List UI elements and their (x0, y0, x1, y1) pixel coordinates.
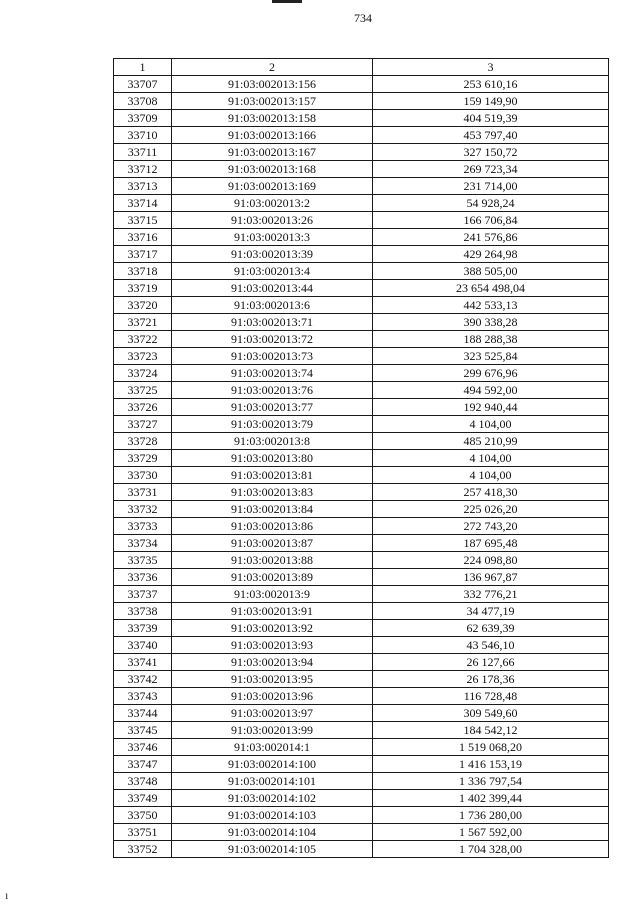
table-row (114, 127, 609, 144)
value-cell: 253 610,16 (373, 76, 609, 93)
table-header-row (114, 59, 609, 76)
table-row (114, 76, 609, 93)
value-cell: 404 519,39 (373, 110, 609, 127)
value-cell: 4 104,00 (373, 450, 609, 467)
table-row (114, 620, 609, 637)
table-row (114, 382, 609, 399)
cadastral-number-cell: 91:03:002014:104 (172, 824, 373, 841)
table-row (114, 501, 609, 518)
value-cell: 62 639,39 (373, 620, 609, 637)
cadastral-number-cell: 91:03:002014:103 (172, 807, 373, 824)
row-number-cell: 33724 (114, 365, 172, 382)
cadastral-number-cell: 91:03:002014:102 (172, 790, 373, 807)
table-row (114, 722, 609, 739)
cadastral-number-cell: 91:03:002013:87 (172, 535, 373, 552)
table-body (114, 59, 609, 858)
cadastral-number-cell: 91:03:002013:89 (172, 569, 373, 586)
value-cell: 494 592,00 (373, 382, 609, 399)
column-header-2: 2 (172, 59, 373, 76)
row-number-cell: 33737 (114, 586, 172, 603)
value-cell: 4 104,00 (373, 467, 609, 484)
cadastral-number-cell: 91:03:002013:96 (172, 688, 373, 705)
table-row (114, 807, 609, 824)
value-cell: 269 723,34 (373, 161, 609, 178)
value-cell: 390 338,28 (373, 314, 609, 331)
table-row (114, 297, 609, 314)
row-number-cell: 33708 (114, 93, 172, 110)
row-number-cell: 33747 (114, 756, 172, 773)
row-number-cell: 33722 (114, 331, 172, 348)
table-row (114, 450, 609, 467)
column-header-3: 3 (373, 59, 609, 76)
value-cell: 299 676,96 (373, 365, 609, 382)
table-row (114, 93, 609, 110)
table-row (114, 229, 609, 246)
row-number-cell: 33742 (114, 671, 172, 688)
row-number-cell: 33731 (114, 484, 172, 501)
row-number-cell: 33733 (114, 518, 172, 535)
row-number-cell: 33743 (114, 688, 172, 705)
table-row (114, 569, 609, 586)
row-number-cell: 33740 (114, 637, 172, 654)
value-cell: 23 654 498,04 (373, 280, 609, 297)
value-cell: 4 104,00 (373, 416, 609, 433)
value-cell: 224 098,80 (373, 552, 609, 569)
value-cell: 1 336 797,54 (373, 773, 609, 790)
value-cell: 34 477,19 (373, 603, 609, 620)
cadastral-number-cell: 91:03:002013:73 (172, 348, 373, 365)
row-number-cell: 33707 (114, 76, 172, 93)
table-row (114, 484, 609, 501)
cadastral-number-cell: 91:03:002013:74 (172, 365, 373, 382)
table-row (114, 263, 609, 280)
row-number-cell: 33723 (114, 348, 172, 365)
cadastral-number-cell: 91:03:002013:156 (172, 76, 373, 93)
cadastral-number-cell: 91:03:002013:76 (172, 382, 373, 399)
table-row (114, 280, 609, 297)
value-cell: 1 402 399,44 (373, 790, 609, 807)
row-number-cell: 33741 (114, 654, 172, 671)
table-row (114, 739, 609, 756)
table-row (114, 161, 609, 178)
value-cell: 1 736 280,00 (373, 807, 609, 824)
row-number-cell: 33719 (114, 280, 172, 297)
cadastral-number-cell: 91:03:002013:8 (172, 433, 373, 450)
cadastral-number-cell: 91:03:002014:1 (172, 739, 373, 756)
cadastral-number-cell: 91:03:002013:6 (172, 297, 373, 314)
row-number-cell: 33738 (114, 603, 172, 620)
cadastral-number-cell: 91:03:002013:3 (172, 229, 373, 246)
value-cell: 1 567 592,00 (373, 824, 609, 841)
value-cell: 1 416 153,19 (373, 756, 609, 773)
row-number-cell: 33751 (114, 824, 172, 841)
table-row (114, 654, 609, 671)
cadastral-number-cell: 91:03:002013:84 (172, 501, 373, 518)
cadastral-number-cell: 91:03:002013:44 (172, 280, 373, 297)
cadastral-number-cell: 91:03:002013:39 (172, 246, 373, 263)
row-number-cell: 33735 (114, 552, 172, 569)
table-row (114, 212, 609, 229)
table-row (114, 586, 609, 603)
row-number-cell: 33732 (114, 501, 172, 518)
cadastral-number-cell: 91:03:002013:86 (172, 518, 373, 535)
cadastral-number-cell: 91:03:002013:77 (172, 399, 373, 416)
row-number-cell: 33714 (114, 195, 172, 212)
column-header-1: 1 (114, 59, 172, 76)
value-cell: 116 728,48 (373, 688, 609, 705)
table-row (114, 433, 609, 450)
table-row (114, 399, 609, 416)
cadastral-number-cell: 91:03:002013:95 (172, 671, 373, 688)
row-number-cell: 33713 (114, 178, 172, 195)
row-number-cell: 33721 (114, 314, 172, 331)
value-cell: 43 546,10 (373, 637, 609, 654)
cadastral-number-cell: 91:03:002013:72 (172, 331, 373, 348)
table-row (114, 637, 609, 654)
cadastral-number-cell: 91:03:002013:168 (172, 161, 373, 178)
table-row (114, 314, 609, 331)
table-row (114, 195, 609, 212)
row-number-cell: 33730 (114, 467, 172, 484)
row-number-cell: 33734 (114, 535, 172, 552)
cadastral-number-cell: 91:03:002013:157 (172, 93, 373, 110)
table-row (114, 518, 609, 535)
row-number-cell: 33748 (114, 773, 172, 790)
value-cell: 166 706,84 (373, 212, 609, 229)
table-row (114, 246, 609, 263)
table-row (114, 688, 609, 705)
table-row (114, 467, 609, 484)
value-cell: 225 026,20 (373, 501, 609, 518)
top-edge-mark (272, 0, 302, 3)
value-cell: 332 776,21 (373, 586, 609, 603)
row-number-cell: 33709 (114, 110, 172, 127)
row-number-cell: 33710 (114, 127, 172, 144)
value-cell: 136 967,87 (373, 569, 609, 586)
cadastral-number-cell: 91:03:002013:167 (172, 144, 373, 161)
row-number-cell: 33739 (114, 620, 172, 637)
cadastral-number-cell: 91:03:002013:169 (172, 178, 373, 195)
cadastral-number-cell: 91:03:002013:71 (172, 314, 373, 331)
row-number-cell: 33720 (114, 297, 172, 314)
row-number-cell: 33715 (114, 212, 172, 229)
row-number-cell: 33725 (114, 382, 172, 399)
corner-mark: ı (5, 888, 9, 902)
value-cell: 184 542,12 (373, 722, 609, 739)
row-number-cell: 33717 (114, 246, 172, 263)
table-row (114, 790, 609, 807)
table-row (114, 331, 609, 348)
value-cell: 192 940,44 (373, 399, 609, 416)
row-number-cell: 33746 (114, 739, 172, 756)
table-row (114, 552, 609, 569)
table-row (114, 416, 609, 433)
value-cell: 257 418,30 (373, 484, 609, 501)
value-cell: 327 150,72 (373, 144, 609, 161)
value-cell: 159 149,90 (373, 93, 609, 110)
value-cell: 388 505,00 (373, 263, 609, 280)
row-number-cell: 33745 (114, 722, 172, 739)
value-cell: 26 127,66 (373, 654, 609, 671)
value-cell: 54 928,24 (373, 195, 609, 212)
table-row (114, 110, 609, 127)
value-cell: 241 576,86 (373, 229, 609, 246)
row-number-cell: 33744 (114, 705, 172, 722)
value-cell: 26 178,36 (373, 671, 609, 688)
table-row (114, 841, 609, 858)
cadastral-number-cell: 91:03:002013:92 (172, 620, 373, 637)
table-row (114, 773, 609, 790)
data-table (113, 58, 609, 858)
value-cell: 1 704 328,00 (373, 841, 609, 858)
value-cell: 323 525,84 (373, 348, 609, 365)
value-cell: 187 695,48 (373, 535, 609, 552)
cadastral-number-cell: 91:03:002013:79 (172, 416, 373, 433)
table-row (114, 365, 609, 382)
table-row (114, 705, 609, 722)
row-number-cell: 33728 (114, 433, 172, 450)
row-number-cell: 33711 (114, 144, 172, 161)
table-row (114, 144, 609, 161)
value-cell: 1 519 068,20 (373, 739, 609, 756)
row-number-cell: 33712 (114, 161, 172, 178)
table-row (114, 756, 609, 773)
row-number-cell: 33736 (114, 569, 172, 586)
cadastral-number-cell: 91:03:002013:4 (172, 263, 373, 280)
value-cell: 231 714,00 (373, 178, 609, 195)
cadastral-number-cell: 91:03:002014:101 (172, 773, 373, 790)
row-number-cell: 33716 (114, 229, 172, 246)
value-cell: 188 288,38 (373, 331, 609, 348)
row-number-cell: 33750 (114, 807, 172, 824)
cadastral-number-cell: 91:03:002014:105 (172, 841, 373, 858)
row-number-cell: 33729 (114, 450, 172, 467)
cadastral-number-cell: 91:03:002013:88 (172, 552, 373, 569)
cadastral-number-cell: 91:03:002013:166 (172, 127, 373, 144)
cadastral-number-cell: 91:03:002013:9 (172, 586, 373, 603)
cadastral-number-cell: 91:03:002013:26 (172, 212, 373, 229)
cadastral-number-cell: 91:03:002013:93 (172, 637, 373, 654)
cadastral-number-cell: 91:03:002013:91 (172, 603, 373, 620)
value-cell: 453 797,40 (373, 127, 609, 144)
cadastral-number-cell: 91:03:002013:97 (172, 705, 373, 722)
table-row (114, 603, 609, 620)
row-number-cell: 33718 (114, 263, 172, 280)
value-cell: 309 549,60 (373, 705, 609, 722)
page-number: 734 (354, 11, 372, 25)
table-row (114, 671, 609, 688)
table-row (114, 348, 609, 365)
cadastral-number-cell: 91:03:002013:2 (172, 195, 373, 212)
row-number-cell: 33727 (114, 416, 172, 433)
value-cell: 272 743,20 (373, 518, 609, 535)
table-row (114, 178, 609, 195)
row-number-cell: 33726 (114, 399, 172, 416)
cadastral-number-cell: 91:03:002014:100 (172, 756, 373, 773)
cadastral-number-cell: 91:03:002013:158 (172, 110, 373, 127)
cadastral-number-cell: 91:03:002013:80 (172, 450, 373, 467)
row-number-cell: 33749 (114, 790, 172, 807)
cadastral-number-cell: 91:03:002013:81 (172, 467, 373, 484)
cadastral-number-cell: 91:03:002013:99 (172, 722, 373, 739)
row-number-cell: 33752 (114, 841, 172, 858)
value-cell: 442 533,13 (373, 297, 609, 314)
value-cell: 429 264,98 (373, 246, 609, 263)
cadastral-number-cell: 91:03:002013:94 (172, 654, 373, 671)
table-row (114, 535, 609, 552)
cadastral-number-cell: 91:03:002013:83 (172, 484, 373, 501)
table-row (114, 824, 609, 841)
value-cell: 485 210,99 (373, 433, 609, 450)
